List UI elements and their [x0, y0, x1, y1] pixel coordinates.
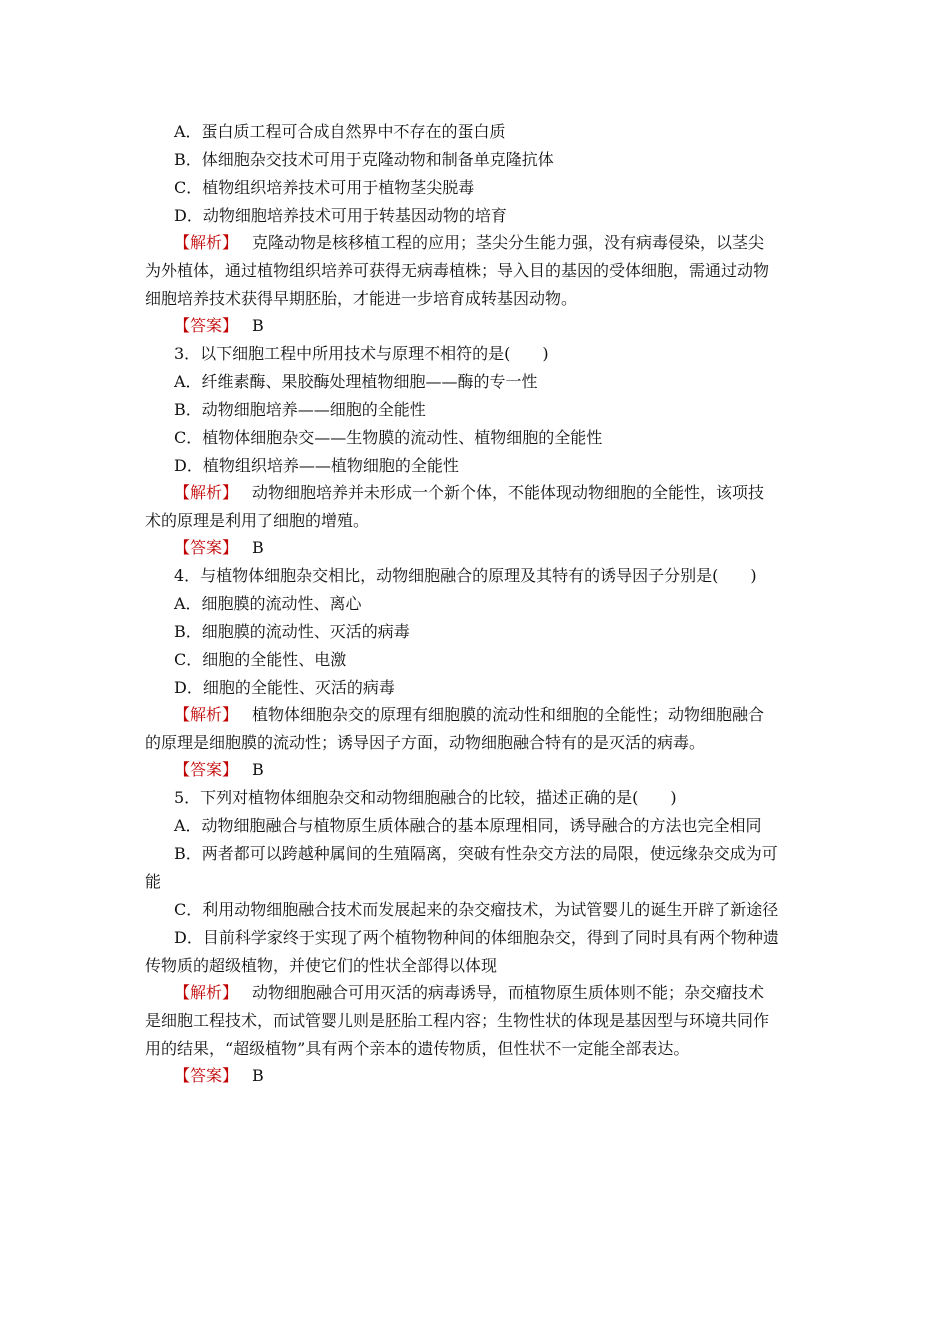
- q5-analysis-line-1: [174, 982, 764, 1004]
- answer-value: B: [252, 538, 264, 557]
- analysis-text: 动物细胞融合可用灭活的病毒诱导，而植物原生质体则不能；杂交瘤技术: [252, 983, 765, 1002]
- answer-tag: 【答案】: [174, 316, 239, 335]
- q3-analysis-line-2: 术的原理是利用了细胞的增殖。: [145, 511, 370, 530]
- q2-option-b: B．体细胞杂交技术可用于克隆动物和制备单克隆抗体: [174, 150, 554, 169]
- q4-answer: [174, 759, 264, 781]
- analysis-tag: 【解析】: [174, 233, 239, 252]
- q5-option-d-line-2: 传物质的超级植物，并使它们的性状全部得以体现: [145, 956, 498, 975]
- q2-analysis-line-3: 细胞培养技术获得早期胚胎，才能进一步培育成转基因动物。: [145, 289, 578, 308]
- q3-answer: [174, 537, 264, 559]
- q4-option-c: C．细胞的全能性、电激: [174, 650, 347, 669]
- q5-option-b-line-1: B．两者都可以跨越种属间的生殖隔离，突破有性杂交方法的局限，使远缘杂交成为可: [174, 844, 778, 863]
- q5-option-c: C．利用动物细胞融合技术而发展起来的杂交瘤技术，为试管婴儿的诞生开辟了新途径: [174, 900, 779, 919]
- q2-analysis-line-2: 为外植体，通过植物组织培养可获得无病毒植株；导入目的基因的受体细胞，需通过动物: [145, 261, 770, 280]
- analysis-text: 植物体细胞杂交的原理有细胞膜的流动性和细胞的全能性；动物细胞融合: [252, 705, 765, 724]
- q2-option-a: A．蛋白质工程可合成自然界中不存在的蛋白质: [174, 122, 506, 141]
- q4-analysis-line-1: [174, 704, 764, 726]
- analysis-tag: 【解析】: [174, 483, 239, 502]
- q4-stem: 4．与植物体细胞杂交相比，动物细胞融合的原理及其特有的诱导因子分别是( ): [174, 566, 757, 585]
- q5-option-a: A．动物细胞融合与植物原生质体融合的基本原理相同，诱导融合的方法也完全相同: [174, 816, 762, 835]
- q4-option-d: D．细胞的全能性、灭活的病毒: [174, 678, 395, 697]
- answer-tag: 【答案】: [174, 538, 239, 557]
- q5-option-b-line-2: 能: [145, 872, 162, 891]
- answer-value: B: [252, 316, 264, 335]
- q3-option-d: D．植物组织培养——植物细胞的全能性: [174, 456, 459, 475]
- q5-stem: 5．下列对植物体细胞杂交和动物细胞融合的比较，描述正确的是( ): [174, 788, 677, 807]
- q3-option-c: C．植物体细胞杂交——生物膜的流动性、植物细胞的全能性: [174, 428, 603, 447]
- q5-answer: [174, 1065, 264, 1087]
- q5-analysis-line-2: 是细胞工程技术，而试管婴儿则是胚胎工程内容；生物性状的体现是基因型与环境共同作: [145, 1011, 770, 1030]
- analysis-tag: 【解析】: [174, 705, 239, 724]
- answer-tag: 【答案】: [174, 760, 239, 779]
- q4-option-a: A．细胞膜的流动性、离心: [174, 594, 362, 613]
- answer-tag: 【答案】: [174, 1066, 239, 1085]
- q5-option-d-line-1: D．目前科学家终于实现了两个植物物种间的体细胞杂交，得到了同时具有两个物种遗: [174, 928, 779, 947]
- answer-value: B: [252, 1066, 264, 1085]
- q2-answer: [174, 315, 264, 337]
- q4-option-b: B．细胞膜的流动性、灭活的病毒: [174, 622, 410, 641]
- analysis-text: 动物细胞培养并未形成一个新个体，不能体现动物细胞的全能性，该项技: [252, 483, 765, 502]
- answer-value: B: [252, 760, 264, 779]
- q2-analysis-line-1: [174, 232, 764, 254]
- q3-stem: 3．以下细胞工程中所用技术与原理不相符的是( ): [174, 344, 549, 363]
- q5-analysis-line-3: 用的结果，“超级植物”具有两个亲本的遗传物质，但性状不一定能全部表达。: [145, 1039, 690, 1058]
- analysis-tag: 【解析】: [174, 983, 239, 1002]
- analysis-text: 克隆动物是核移植工程的应用；茎尖分生能力强，没有病毒侵染，以茎尖: [252, 233, 765, 252]
- q2-option-d: D．动物细胞培养技术可用于转基因动物的培育: [174, 206, 507, 225]
- q2-option-c: C．植物组织培养技术可用于植物茎尖脱毒: [174, 178, 475, 197]
- q4-analysis-line-2: 的原理是细胞膜的流动性；诱导因子方面，动物细胞融合特有的是灭活的病毒。: [145, 733, 706, 752]
- q3-option-a: A．纤维素酶、果胶酶处理植物细胞——酶的专一性: [174, 372, 538, 391]
- q3-option-b: B．动物细胞培养——细胞的全能性: [174, 400, 426, 419]
- q3-analysis-line-1: [174, 482, 764, 504]
